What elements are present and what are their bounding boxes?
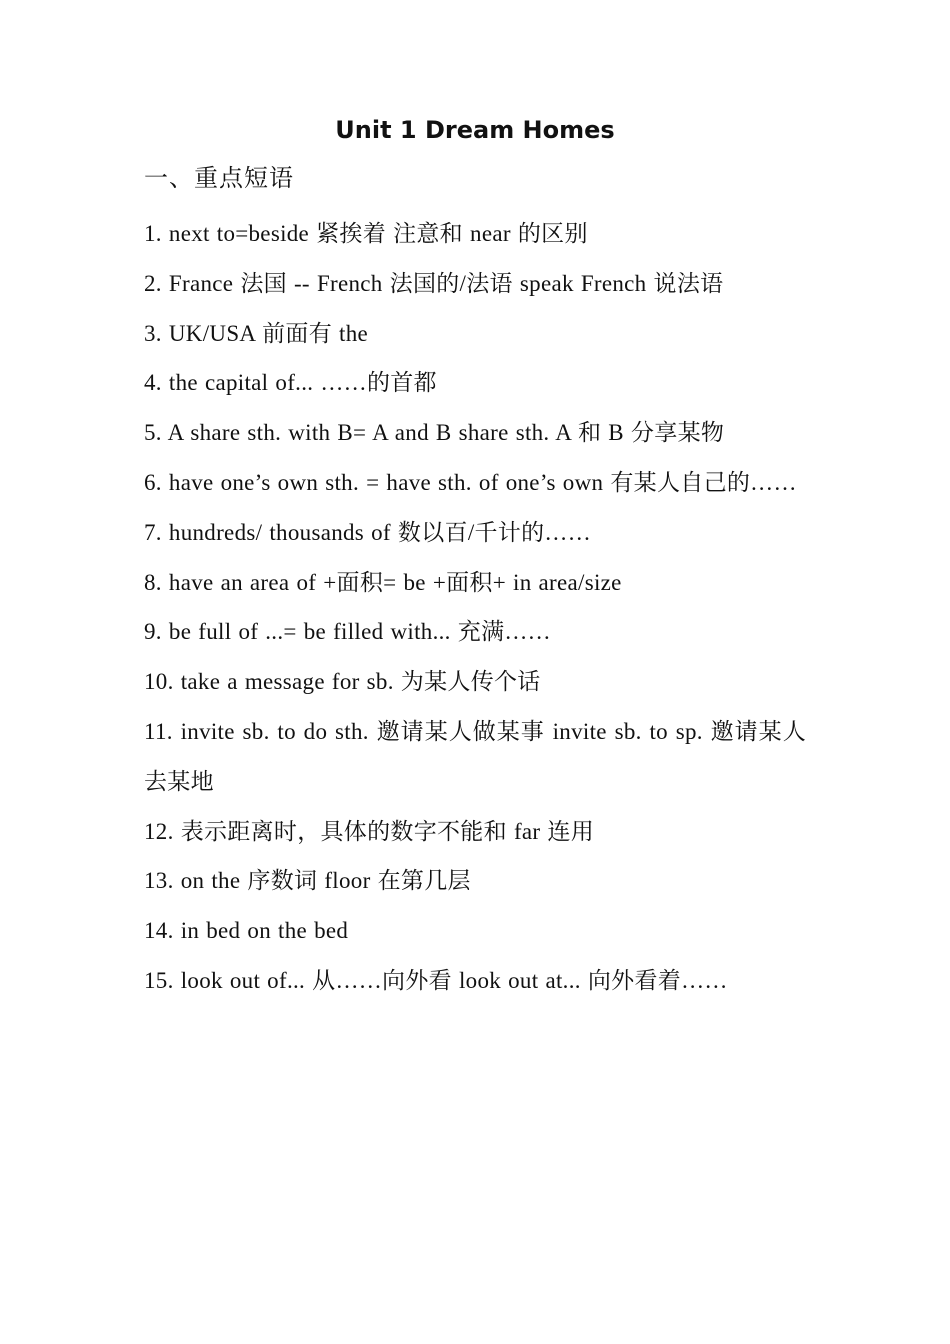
phrase-item-6: 6. have one’s own sth. = have sth. of one’s own 有某人自己的…… [144,469,797,495]
phrase-item-11: 11. invite sb. to do sth. 邀请某人做某事 invite sb. to sp. 邀请某人去某地 [144,718,806,794]
document-title: Unit 1 Dream Homes [335,116,615,144]
phrase-item-13: 13. on the 序数词 floor 在第几层 [144,868,471,894]
phrase-item-12: 12. 表示距离时，具体的数字不能和 far 连用 [144,818,595,844]
phrase-item-1: 1. next to=beside 紧挨着 注意和 near 的区别 [144,221,588,246]
phrase-item-4: 4. the capital of... ……的首都 [144,370,437,396]
phrase-item-2: 2. France 法国 -- French 法国的/法语 speak French 说法语 [144,270,724,296]
phrase-item-9: 9. be full of ...= be filled with... 充满…… [144,619,551,645]
phrase-item-8: 8. have an area of +面积= be +面积+ in area/size [144,569,622,595]
phrase-item-14: 14. in bed on the bed [144,918,349,944]
phrase-item-5: 5. A share sth. with B= A and B share sth. A 和 B 分享某物 [144,420,725,446]
section-heading: 一、重点短语 [144,166,294,192]
phrase-item-15: 15. look out of... 从……向外看 look out at... 向外看着…… [144,967,728,993]
phrase-item-3: 3. UK/USA 前面有 the [144,320,369,346]
phrase-list [144,209,806,1006]
phrase-item-10: 10. take a message for sb. 为某人传个话 [144,669,541,695]
phrase-item-7: 7. hundreds/ thousands of 数以百/千计的…… [144,519,592,545]
